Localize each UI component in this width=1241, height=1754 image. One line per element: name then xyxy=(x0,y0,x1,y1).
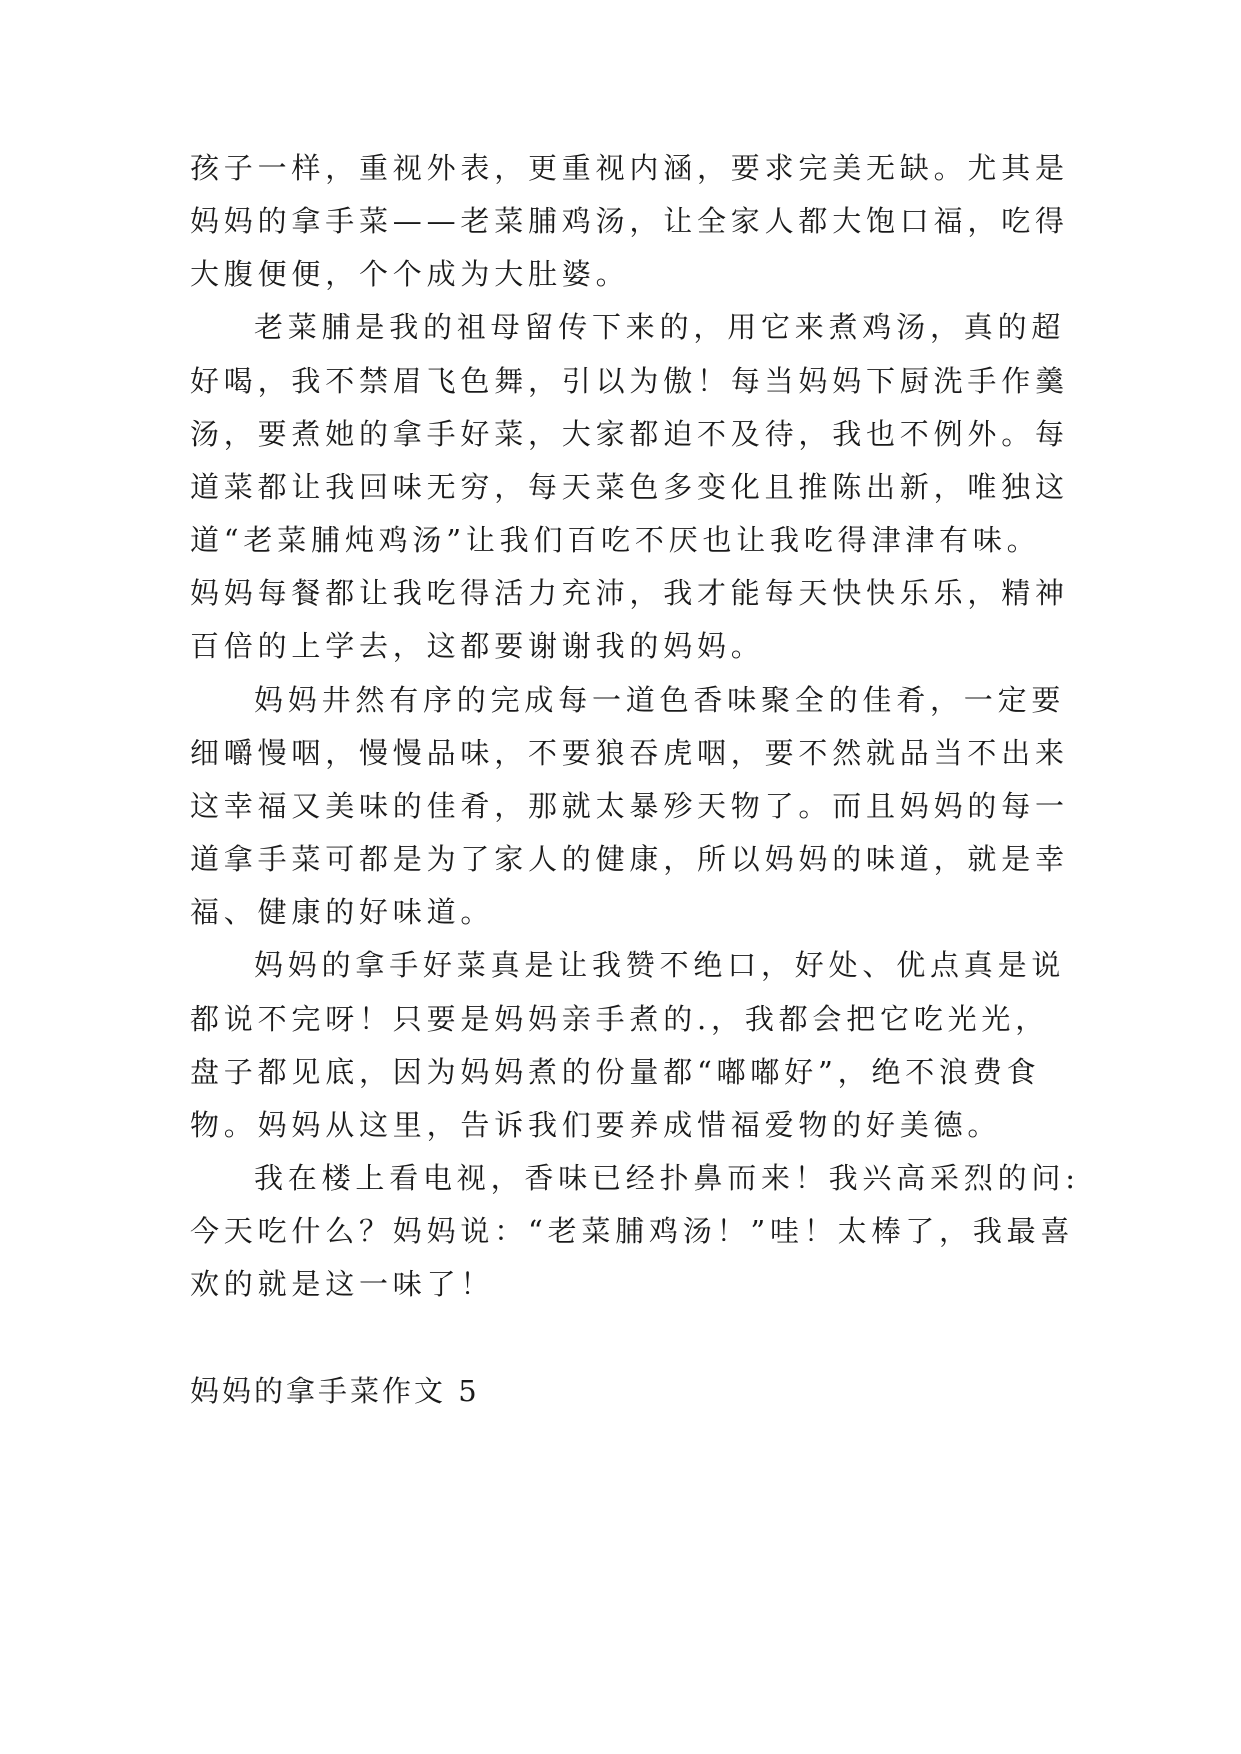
text-line: 妈妈每餐都让我吃得活力充沛，我才能每天快快乐乐，精神 xyxy=(190,576,1069,610)
text-line: 物。妈妈从这里，告诉我们要养成惜福爱物的好美德。 xyxy=(190,1108,1002,1142)
text-line: 道“老菜脯炖鸡汤”让我们百吃不厌也让我吃得津津有味。 xyxy=(190,523,1041,557)
text-line: 盘子都见底，因为妈妈煮的份量都“嘟嘟好”，绝不浪费食 xyxy=(190,1055,1041,1089)
text-line: 都说不完呀！只要是妈妈亲手煮的.，我都会把它吃光光， xyxy=(190,1002,1050,1036)
text-line: 好喝，我不禁眉飞色舞，引以为傲！每当妈妈下厨洗手作羹 xyxy=(190,364,1069,398)
text-line: 大腹便便，个个成为大肚婆。 xyxy=(190,257,630,291)
text-line: 妈妈的拿手菜——老菜脯鸡汤，让全家人都大饱口福，吃得 xyxy=(190,204,1069,238)
paragraph-first-line: 老菜脯是我的祖母留传下来的，用它来煮鸡汤，真的超 xyxy=(254,310,1066,344)
text-line: 汤，要煮她的拿手好菜，大家都迫不及待，我也不例外。每 xyxy=(190,417,1069,451)
text-line: 细嚼慢咽，慢慢品味，不要狼吞虎咽，要不然就品当不出来 xyxy=(190,736,1069,770)
paragraph-first-line: 妈妈井然有序的完成每一道色香味聚全的佳肴，一定要 xyxy=(254,683,1066,717)
paragraph-first-line: 我在楼上看电视，香味已经扑鼻而来！我兴高采烈的问: xyxy=(254,1161,1080,1195)
text-line: 福、健康的好味道。 xyxy=(190,895,495,929)
text-line: 百倍的上学去，这都要谢谢我的妈妈。 xyxy=(190,629,765,663)
text-line: 孩子一样，重视外表，更重视内涵，要求完美无缺。尤其是 xyxy=(190,151,1069,185)
text-line: 欢的就是这一味了！ xyxy=(190,1267,495,1301)
text-line: 这幸福又美味的佳肴，那就太暴殄天物了。而且妈妈的每一 xyxy=(190,789,1069,823)
section-heading: 妈妈的拿手菜作文 5 xyxy=(190,1374,480,1408)
text-line: 道菜都让我回味无穷，每天菜色多变化且推陈出新，唯独这 xyxy=(190,470,1069,504)
text-line: 道拿手菜可都是为了家人的健康，所以妈妈的味道，就是幸 xyxy=(190,842,1069,876)
paragraph-first-line: 妈妈的拿手好菜真是让我赞不绝口，好处、优点真是说 xyxy=(254,948,1066,982)
text-line: 今天吃什么？妈妈说：“老菜脯鸡汤！”哇！太棒了，我最喜 xyxy=(190,1214,1075,1248)
